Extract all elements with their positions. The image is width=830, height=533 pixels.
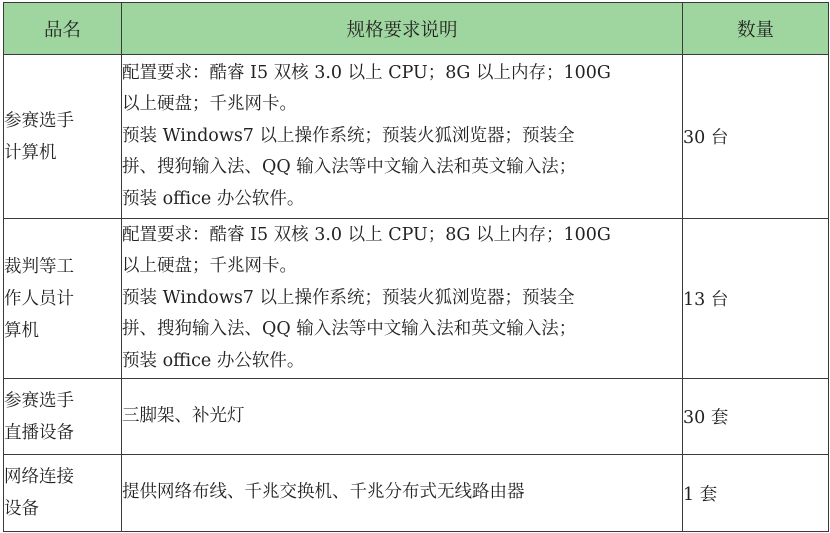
quantity-cell: 13 台 <box>683 219 829 379</box>
equipment-spec-table <box>3 2 829 532</box>
item-name-line: 计算机 <box>4 142 57 163</box>
header-qty: 数量 <box>683 3 829 55</box>
header-spec: 规格要求说明 <box>122 3 683 55</box>
table-row <box>4 455 829 532</box>
spec-line: 拼、搜狗输入法、QQ 输入法等中文输入法和英文输入法； <box>122 157 577 178</box>
item-name-line: 网络连接 <box>4 467 74 487</box>
spec-line: 三脚架、补光灯 <box>122 405 245 426</box>
item-name-line: 参赛选手 <box>4 110 74 131</box>
quantity-cell: 30 台 <box>683 55 829 219</box>
spec-line: 预装 Windows7 以上操作系统；预装火狐浏览器；预装全 <box>122 125 575 146</box>
item-name-cell <box>4 379 122 455</box>
spec-line: 拼、搜狗输入法、QQ 输入法等中文输入法和英文输入法； <box>122 319 577 340</box>
table-row <box>4 219 829 379</box>
spec-cell <box>122 379 683 455</box>
spec-cell <box>122 455 683 532</box>
item-name-line: 裁判等工 <box>4 256 74 277</box>
spec-cell <box>122 219 683 379</box>
spec-cell <box>122 55 683 219</box>
item-name-line: 设备 <box>4 499 39 519</box>
item-name-line: 算机 <box>4 320 39 341</box>
spec-line: 提供网络布线、千兆交换机、千兆分布式无线路由器 <box>122 482 525 503</box>
header-name: 品名 <box>4 3 122 55</box>
spec-line: 以上硬盘；千兆网卡。 <box>122 256 297 277</box>
item-name-line: 直播设备 <box>4 422 74 443</box>
header-row <box>4 3 829 55</box>
spec-line: 预装 office 办公软件。 <box>122 188 305 209</box>
equipment-spec-table-container <box>3 2 829 532</box>
quantity-cell: 30 套 <box>683 379 829 455</box>
item-name-cell <box>4 55 122 219</box>
spec-line: 以上硬盘；千兆网卡。 <box>122 94 297 115</box>
spec-line: 配置要求：酷睿 I5 双核 3.0 以上 CPU；8G 以上内存；100G <box>122 224 611 245</box>
spec-line: 预装 office 办公软件。 <box>122 350 305 371</box>
table-row <box>4 379 829 455</box>
spec-line: 配置要求：酷睿 I5 双核 3.0 以上 CPU；8G 以上内存；100G <box>122 62 611 83</box>
quantity-cell: 1 套 <box>683 455 829 532</box>
item-name-line: 作人员计 <box>4 288 74 309</box>
item-name-cell <box>4 455 122 532</box>
item-name-cell <box>4 219 122 379</box>
table-row <box>4 55 829 219</box>
item-name-line: 参赛选手 <box>4 390 74 411</box>
spec-line: 预装 Windows7 以上操作系统；预装火狐浏览器；预装全 <box>122 287 575 308</box>
